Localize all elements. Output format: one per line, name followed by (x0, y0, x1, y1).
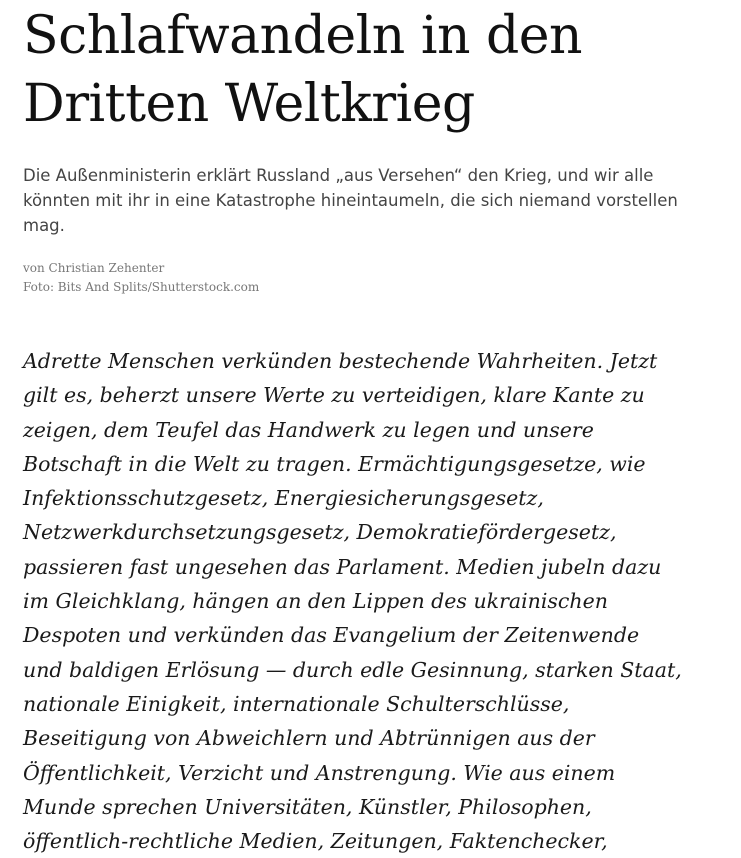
body-line: öffentlich-rechtliche Medien, Zeitungen, Faktenchecker, (23, 829, 608, 854)
headline-line-2: Dritten Weltkrieg (23, 74, 475, 134)
photo-credit: Foto: Bits And Splits/Shutterstock.com (23, 280, 260, 294)
body-line: und baldigen Erlösung — durch edle Gesinnung, starken Staat, (23, 657, 682, 682)
article-subtitle: Die Außenministerin erklärt Russland „aus Versehen“ den Krieg, und wir alle könnten mit ihr in eine Katastrophe hineintaumeln, die sich niemand vorstellen mag. (23, 166, 678, 235)
body-line: zeigen, dem Teufel das Handwerk zu legen und unsere (23, 417, 594, 442)
body-line: gilt es, beherzt unsere Werte zu verteidigen, klare Kante zu (23, 383, 645, 408)
body-line: Infektionsschutzgesetz, Energiesicherungsgesetz, (23, 486, 544, 511)
headline-line-1: Schlafwandeln in den (23, 6, 583, 66)
body-line: passieren fast ungesehen das Parlament. Medien jubeln dazu (23, 554, 662, 579)
body-line: Munde sprechen Universitäten, Künstler, Philosophen, (23, 794, 592, 819)
body-line: Netzwerkdurchsetzungsgesetz, Demokratiefördergesetz, (23, 520, 617, 545)
body-line: Öffentlichkeit, Verzicht und Anstrengung. Wie aus einem (23, 760, 616, 785)
body-line: im Gleichklang, hängen an den Lippen des ukrainischen (23, 589, 608, 614)
author-line: von Christian Zehenter (23, 261, 165, 275)
article-body (23, 344, 735, 858)
body-line: Despoten und verkünden das Evangelium der Zeitenwende (23, 623, 640, 648)
article (23, 0, 723, 858)
body-line: Beseitigung von Abweichlern und Abtrünnigen aus der (23, 726, 595, 751)
article-headline (23, 0, 723, 138)
body-line: nationale Einigkeit, internationale Schulterschlüsse, (23, 691, 570, 716)
body-line: Botschaft in die Welt zu tragen. Ermächtigungsgesetze, wie (23, 451, 646, 476)
body-line: Adrette Menschen verkünden bestechende Wahrheiten. Jetzt (23, 349, 658, 373)
byline (23, 259, 723, 297)
